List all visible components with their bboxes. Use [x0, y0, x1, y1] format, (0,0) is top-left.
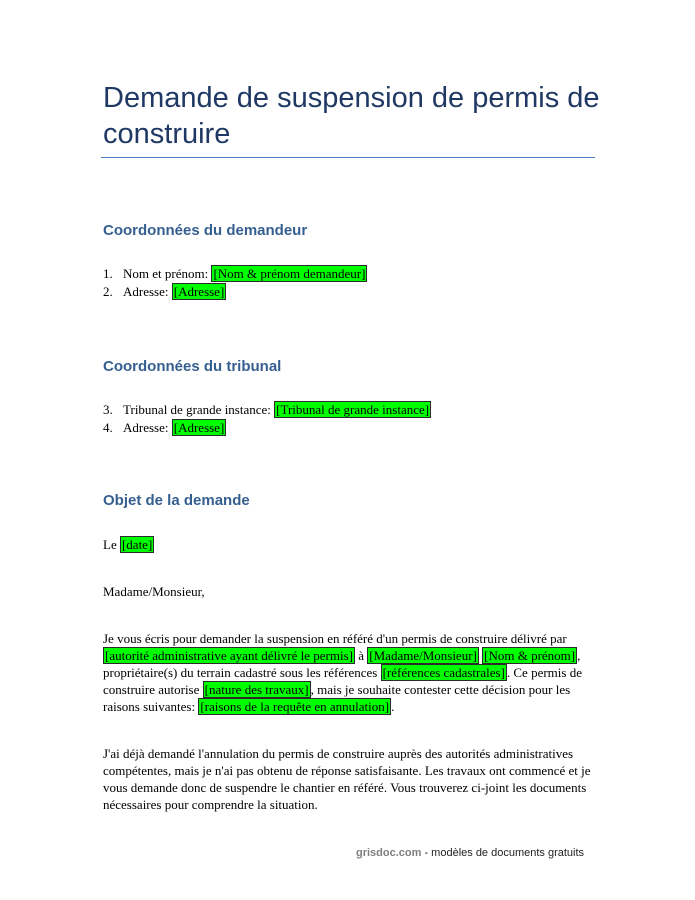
paragraph-text: , mais je souhaite contester cette décision pour les raisons suivantes:	[103, 682, 571, 714]
list-number: 2.	[103, 284, 113, 299]
placeholder-field[interactable]: [nature des travaux]	[204, 682, 309, 697]
placeholder-field[interactable]: [Adresse]	[173, 284, 225, 299]
list-number: 3.	[103, 402, 113, 417]
placeholder-field[interactable]: [Madame/Monsieur]	[369, 648, 477, 663]
field-label: Adresse:	[123, 284, 172, 299]
list-item	[103, 419, 431, 437]
placeholder-field[interactable]: [Nom & prénom demandeur]	[213, 266, 366, 281]
list-item	[103, 265, 367, 283]
placeholder-field[interactable]: [Adresse]	[173, 420, 225, 435]
list-item	[103, 283, 367, 301]
placeholder-field[interactable]: [Nom & prénom]	[484, 648, 576, 663]
date-prefix: Le	[103, 537, 120, 552]
paragraph-text: , propriétaire(s) du terrain cadastré sous les références	[103, 648, 581, 680]
field-label: Adresse:	[123, 420, 172, 435]
paragraph-text: . Ce permis de construire autorise	[103, 665, 582, 697]
placeholder-field[interactable]: [autorité administrative ayant délivré le permis]	[105, 648, 353, 663]
field-label: Tribunal de grande instance:	[123, 402, 275, 417]
court-list	[103, 401, 431, 437]
paragraph-text: .	[391, 699, 395, 714]
list-number: 1.	[103, 266, 113, 281]
paragraph-text: Je vous écris pour demander la suspension en référé d'un permis de construire délivré par	[103, 631, 567, 646]
field-label: Nom et prénom:	[123, 266, 212, 281]
body-paragraph-1	[103, 630, 598, 715]
placeholder-field[interactable]: [raisons de la requête en annulation]	[200, 699, 390, 714]
section-heading-request: Objet de la demande	[103, 492, 250, 509]
page-footer	[356, 847, 584, 859]
list-item	[103, 401, 431, 419]
salutation: Madame/Monsieur,	[103, 584, 205, 599]
date-line	[103, 536, 598, 553]
body-paragraph-2: J'ai déjà demandé l'annulation du permis de construire auprès des autorités administratives compétentes, mais je n'ai pas obtenu de réponse satisfaisante. Les travaux ont commencé et je vous demande donc de suspendre le chantier en référé. Vous trouverez ci-joint les documents nécessaires pour comprendre la situation.	[103, 746, 591, 812]
placeholder-field[interactable]: [références cadastrales]	[382, 665, 505, 680]
applicant-list	[103, 265, 367, 301]
document-title: Demande de suspension de permis de construire	[103, 82, 600, 150]
placeholder-field[interactable]: [Tribunal de grande instance]	[276, 402, 430, 417]
list-number: 4.	[103, 420, 113, 435]
title-underline	[101, 157, 595, 158]
footer-brand-link[interactable]: grisdoc.com	[356, 847, 422, 859]
footer-tagline: - modèles de documents gratuits	[421, 847, 585, 859]
section-heading-applicant: Coordonnées du demandeur	[103, 222, 308, 239]
paragraph-text: à	[355, 648, 368, 663]
date-placeholder[interactable]: [date]	[121, 537, 153, 552]
section-heading-court: Coordonnées du tribunal	[103, 358, 282, 375]
